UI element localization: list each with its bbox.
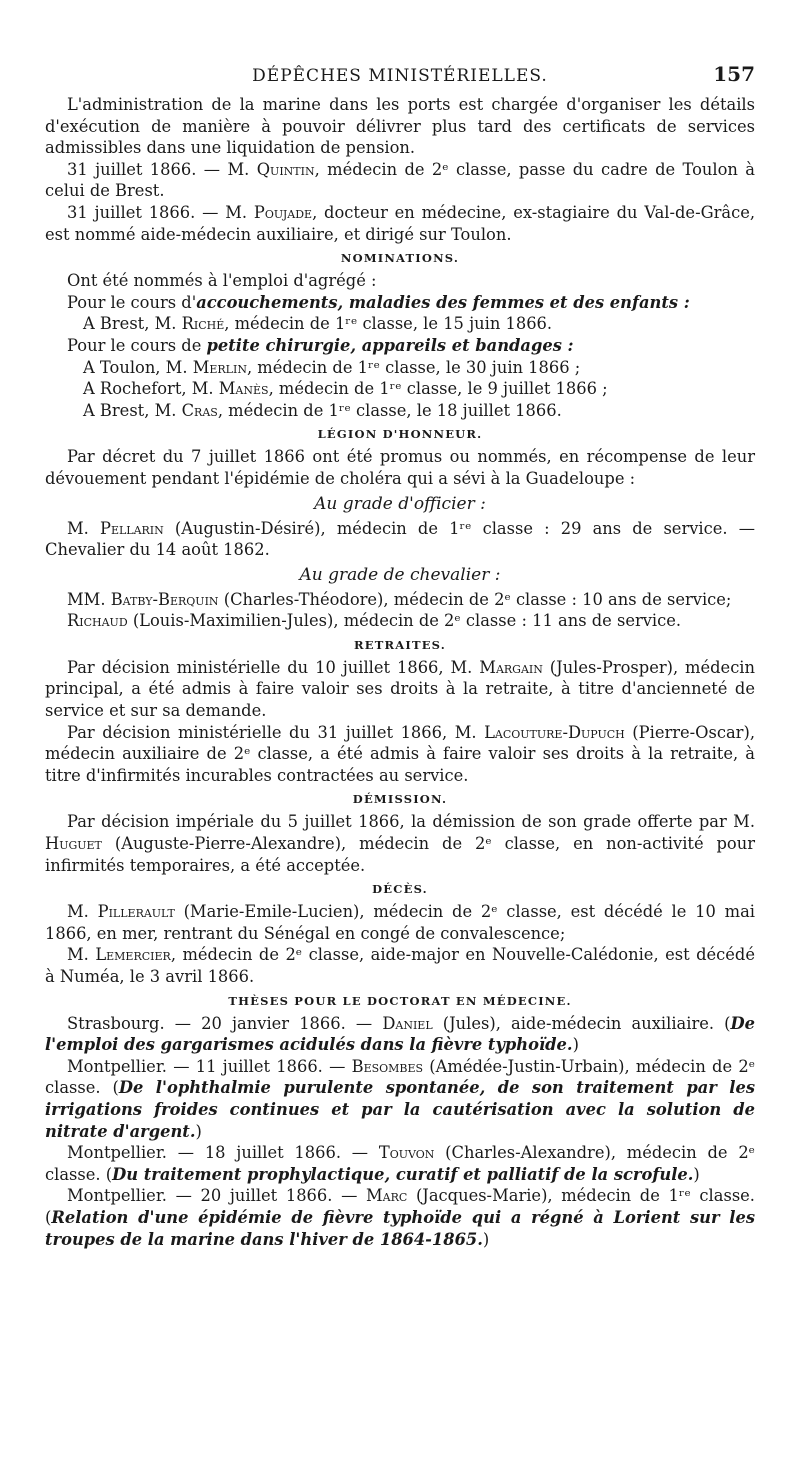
nominations-chirurgie: [45, 335, 755, 357]
entry-text: (Amédée-Justin-Urbain), médecin de 2ᵉ classe. (: [45, 1056, 756, 1098]
person-name: Marc: [366, 1186, 408, 1206]
entry-date: 31 juillet 1866. — M.: [67, 159, 257, 179]
legion-batby: [45, 589, 755, 611]
nominations-accouchements: [45, 292, 755, 314]
person-name: Richaud: [67, 611, 128, 631]
location: A Toulon, M.: [83, 357, 193, 377]
entry-text: (Jacques-Marie), médecin de 1ʳᵉ classe. (: [45, 1186, 755, 1227]
thesis-title: Du traitement prophylactique, curatif et palliatif de la scrofule.: [112, 1164, 694, 1184]
entry-text: Par décision impériale du 5 juillet 1866, la démission de son grade offerte par M.: [67, 812, 755, 832]
these-besombes: [45, 1056, 755, 1142]
page-header: [45, 62, 755, 94]
legion-intro: Par décret du 7 juillet 1866 ont été promus ou nommés, en récompense de leur dévouement pendant l'épidémie de choléra qui a sévi à la Guadeloupe :: [45, 447, 755, 488]
title-prefix: M.: [67, 902, 98, 922]
entry-date: Montpellier. — 11 juillet 1866. —: [67, 1056, 352, 1076]
section-heading-nominations: NOMINATIONS.: [340, 251, 460, 266]
retraite-margain: [45, 657, 755, 722]
deces-pillerault: [45, 901, 755, 944]
person-name: Poujade: [253, 202, 313, 222]
entry-text: (Marie-Emile-Lucien), médecin de 2ᵉ classe, est décédé le 10 mai 1866, en mer, rentrant du Sénégal en congé de convalescence;: [45, 902, 755, 943]
title-prefix: MM.: [67, 589, 111, 609]
person-name: Batby-Berquin: [110, 589, 219, 609]
entry-text: Par décision ministérielle du 10 juillet 1866, M.: [67, 657, 480, 677]
page: [45, 62, 755, 1250]
person-name: Pellarin: [99, 518, 164, 538]
person-name: Besombes: [351, 1056, 424, 1076]
entry-date: 31 juillet 1866. — M.: [67, 202, 254, 222]
closing-paren: ): [572, 1035, 579, 1055]
entry-text: , médecin de 1ʳᵉ classe, le 15 juin 1866.: [224, 314, 553, 334]
person-name: Riché: [181, 314, 225, 334]
entry-text: Par décision ministérielle du 31 juillet 1866, M.: [67, 722, 485, 742]
person-name: Touvon: [378, 1143, 435, 1163]
entry-text: , médecin de 1ʳᵉ classe, le 18 juillet 1866.: [217, 400, 562, 420]
retraite-lacouture: [45, 722, 755, 787]
person-name: Lemercier: [95, 945, 171, 965]
deces-lemercier: [45, 944, 755, 987]
grade-chevalier: Au grade de chevalier :: [299, 564, 501, 585]
closing-paren: ): [195, 1121, 202, 1141]
entry-text: , médecin de 1ʳᵉ classe, le 9 juillet 1866 ;: [268, 379, 608, 399]
entry-text: (Augustin-Désiré), médecin de 1ʳᵉ classe : 29 ans de service. — Chevalier du 14 août 1862.: [45, 518, 755, 560]
closing-paren: ): [693, 1164, 700, 1184]
section-heading-deces: DÉCÈS.: [372, 882, 428, 897]
entry-text: (Charles-Théodore), médecin de 2ᵉ classe : 10 ans de service;: [218, 589, 732, 609]
person-name: Lacouture-Dupuch: [484, 722, 625, 742]
location: A Brest, M.: [83, 314, 182, 334]
closing-paren: ): [482, 1229, 490, 1249]
section-heading-retraites: RETRAITES.: [354, 637, 446, 652]
paragraph-quintin: [45, 159, 755, 202]
nomination-merlin: [45, 357, 755, 379]
entry-text: (Louis-Maximilien-Jules), médecin de 2ᵉ classe : 11 ans de service.: [127, 611, 682, 631]
entry-date: Montpellier. — 18 juillet 1866. —: [67, 1143, 379, 1163]
location: A Brest, M.: [83, 400, 182, 420]
course-prefix: Pour le cours d': [67, 292, 197, 312]
title-prefix: M.: [67, 518, 100, 538]
section-heading-demission: DÉMISSION.: [352, 792, 448, 807]
entry-text: , médecin de 2ᵉ classe, aide-major en Nouvelle-Calédonie, est décédé à Numéa, le 3 avril 1866.: [45, 945, 755, 986]
person-name: Huguet: [45, 834, 102, 854]
paragraph-poujade: [45, 202, 755, 245]
paragraph-administration: L'administration de la marine dans les ports est chargée d'organiser les détails d'exécution de manière à pouvoir délivrer plus tard des certificats de services admissibles dans une liquidation de pension.: [45, 95, 755, 158]
person-name: Merlin: [192, 357, 247, 377]
thesis-title: Relation d'une épidémie de fièvre typhoïde qui a régné à Lorient sur les troupes de la marine dans l'hiver de 1864-1865.: [45, 1207, 755, 1249]
entry-text: (Pierre-Oscar), médecin auxiliaire de 2ᵉ classe, a été admis à faire valoir ses droits à la retraite, à titre d'infirmités incurables contractées au service.: [45, 722, 755, 785]
course-prefix: Pour le cours de: [67, 335, 207, 355]
legion-pellarin: [45, 518, 755, 561]
person-name: Manès: [218, 379, 269, 399]
person-name: Quintin: [256, 159, 315, 179]
running-title: DÉPÊCHES MINISTÉRIELLES.: [252, 66, 548, 86]
page-number: 157: [713, 62, 755, 86]
person-name: Pillerault: [97, 902, 175, 922]
course-title: petite chirurgie, appareils et bandages :: [206, 335, 574, 355]
thesis-title: De l'emploi des gargarismes acidulés dans la fièvre typhoïde.: [45, 1013, 756, 1055]
entry-text: , médecin de 2ᵉ classe, passe du cadre de Toulon à celui de Brest.: [45, 159, 755, 201]
course-title: accouchements, maladies des femmes et des enfants :: [196, 292, 690, 312]
section-heading-legion: LÉGION D'HONNEUR.: [317, 427, 483, 442]
entry-text: (Charles-Alexandre), médecin de 2ᵉ classe. (: [45, 1143, 755, 1184]
section-heading-theses: THÈSES POUR LE DOCTORAT EN MÉDECINE.: [228, 993, 572, 1008]
entry-text: (Jules), aide-médecin auxiliaire. (: [432, 1013, 731, 1033]
thesis-title: De l'ophthalmie purulente spontanée, de son traitement par les irrigations froides continues et par la cautérisation avec la solution de nitrate d'argent.: [45, 1078, 755, 1141]
entry-text: (Jules-Prosper), médecin principal, a été admis à faire valoir ses droits à la retraite, à titre d'ancienneté de service et sur sa demande.: [45, 657, 756, 721]
person-name: Margain: [479, 657, 543, 677]
grade-officier: Au grade d'officier :: [314, 493, 486, 514]
these-touvon: [45, 1142, 755, 1185]
these-marc: [45, 1185, 755, 1250]
location: A Rochefort, M.: [83, 379, 219, 399]
nomination-manes: [45, 378, 755, 400]
entry-text: , médecin de 1ʳᵉ classe, le 30 juin 1866 ;: [246, 357, 581, 377]
entry-date: Montpellier. — 20 juillet 1866. —: [67, 1186, 366, 1206]
entry-text: , docteur en médecine, ex-stagiaire du Val-de-Grâce, est nommé aide-médecin auxiliaire, et dirigé sur Toulon.: [45, 202, 755, 244]
person-name: Daniel: [382, 1013, 433, 1033]
title-prefix: M.: [67, 945, 96, 965]
legion-richaud: [45, 610, 755, 632]
person-name: Cras: [181, 400, 218, 420]
entry-text: (Auguste-Pierre-Alexandre), médecin de 2ᵉ classe, en non-activité pour infirmités temporaires, a été acceptée.: [45, 834, 755, 875]
demission-huguet: [45, 811, 755, 876]
entry-date: Strasbourg. — 20 janvier 1866. —: [67, 1013, 383, 1033]
nominations-intro: Ont été nommés à l'emploi d'agrégé :: [67, 271, 377, 291]
nomination-cras: [45, 400, 755, 422]
nomination-riche: [45, 313, 755, 335]
these-daniel: [45, 1013, 755, 1056]
